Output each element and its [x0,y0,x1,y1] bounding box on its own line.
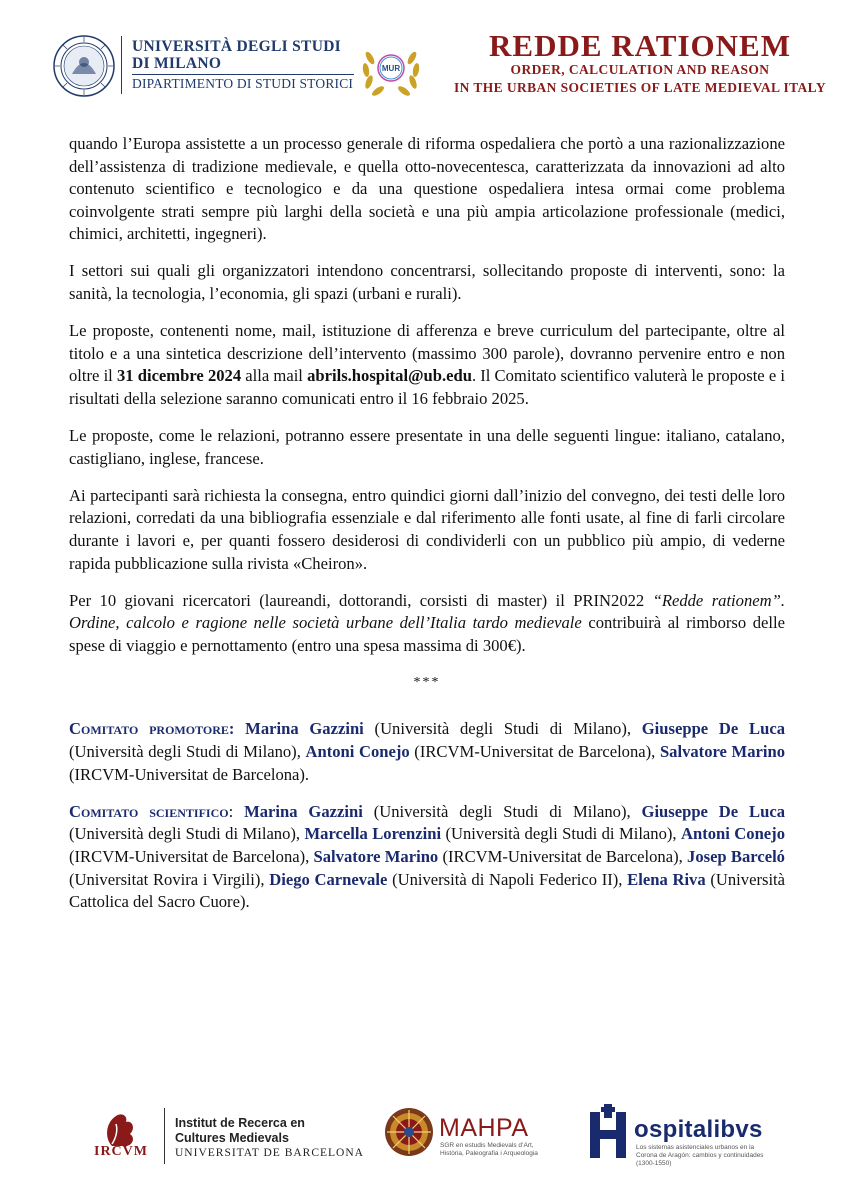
committee-member-affiliation: (Università degli Studi di Milano), [69,742,306,762]
committee-member-name: Giuseppe De Luca [641,719,785,739]
committee-member-affiliation: (Università degli Studi di Milano), [69,824,305,844]
prin-text-a: Per 10 giovani ricercatori (laureandi, dottorandi, corsisti di master) il PRIN2022 [69,590,653,610]
ircvm-lion-icon [92,1108,150,1170]
mahpa-subtitle: SGR en estudis Medievals d’Art, Història, Paleografia i Arqueologia [440,1142,538,1157]
ircvm-line2: Cultures Medievals [175,1131,289,1145]
paragraph-proposals [69,320,785,410]
committee-member-affiliation: (Università degli Studi di Milano), [363,719,642,739]
committee-member-affiliation: (Università degli Studi di Milano), [441,824,681,844]
university-seal-icon [52,34,116,98]
committee-member-affiliation: (Università Cattolica del Sacro Cuore). [69,869,786,912]
proposals-text-c: . Il Comitato scientifico valuterà le proposte e i risultati della selezione saranno comunicati entro il 16 febbraio 2025. [69,366,785,408]
proposals-text-b: alla mail [241,366,308,386]
committee-member-name: Antoni Conejo [681,824,785,844]
committee-member-affiliation: (Università degli Studi di Milano), [362,801,642,821]
university-name-line2: DI MILANO [132,55,222,72]
hospitalibvs-h-icon [586,1102,632,1162]
committee-member-name: Salvatore Marino [313,846,439,866]
committee-member-affiliation: (IRCVM-Universitat de Barcelona). [69,764,310,784]
project-subtitle-1: ORDER, CALCULATION AND REASON [510,62,770,77]
mur-laurel-logo [356,38,426,100]
mahpa-rose-window-icon [384,1104,434,1160]
project-subtitle-2: IN THE URBAN SOCIETIES OF LATE MEDIEVAL ITALY [454,80,826,95]
paragraph-submission: Ai partecipanti sarà richiesta la consegna, entro quindici giorni dall’inizio del convegno, dei testi delle loro relazioni, corredati da una bibliografia essenziale e dal riferimento alle fonti usate, al fine di farli circolare durante i lavori e, per quanti fossero desiderosi di condividerli con un pubblico più ampio, di vederne rapida pubblicazione sulla rivista «Cheiron». [69,485,785,573]
comitato-promotore [69,718,785,786]
header-divider [121,36,122,94]
committee-member-affiliation: (IRCVM-Universitat de Barcelona), [438,846,688,866]
committee-member-name: Marina Gazzini [245,719,364,739]
prin-text-b: contribuirà al rimborso delle spese di viaggio e pernottamento (entro una spesa massima di 300€). [69,613,785,655]
contact-email[interactable]: abrils.hospital@ub.edu [307,366,472,386]
committee-member-affiliation: (Universitat Rovira i Virgili), [69,869,270,889]
footer-divider [164,1108,165,1164]
committee-member-name: Salvatore Marino [659,742,785,762]
hospitalibvs-subtitle: Los sistemas asistenciales urbanos en la Corona de Aragón: cambios y continuidades (1300-1550) [636,1144,764,1167]
deadline-date: 31 dicembre 2024 [116,366,242,386]
committee-member-name: Elena Riva [627,869,706,889]
comitato-scientifico-colon: : [228,801,245,821]
committee-member-name: Antoni Conejo [305,742,410,762]
university-name-line1: UNIVERSITÀ DEGLI STUDI [132,38,342,55]
university-name [132,38,352,72]
committee-member-name: Giuseppe De Luca [641,801,786,821]
paragraph-hospital-reform: quando l’Europa assistette a un processo generale di riforma ospedaliera che portò a una razionalizzazione dell’assistenza di tradizione medievale, e quella otto-novecentesca, caratterizzata da innovazioni ad alto contenuto scientifico e tecnologico e da una questione ospedaliera intesa ormai come problema coinvolgente strati sempre più larghi della società e una più ampia articolazione professionale (medici, chimici, architetti, ingegneri). [69,134,785,244]
hospitalibvs-wordmark: ospitalibvs [634,1116,763,1143]
ircvm-line3: UNIVERSITAT DE BARCELONA [175,1147,364,1159]
comitato-scientifico [69,801,785,914]
committee-member-affiliation: (IRCVM-Universitat de Barcelona), [409,742,660,762]
page-footer [0,1100,848,1200]
ircvm-institution [175,1116,375,1161]
committee-member-name: Diego Carnevale [269,869,388,889]
mahpa-wordmark: MAHPA [439,1114,529,1142]
paragraph-sectors: I settori sui quali gli organizzatori intendono concentrarsi, sollecitando proposte di interventi, sono: la sanità, la tecnologia, l’economia, gli spazi (urbani e rurali). [69,261,785,304]
prin-project-title: “Redde rationem”. Ordine, calcolo e ragione nelle società urbane dell’Italia tardo medievale [69,590,785,633]
mur-label: MUR [381,64,401,73]
proposals-text-a: Le proposte, contenenti nome, mail, istituzione di afferenza e breve curriculum del partecipante, oltre al titolo e a una sintetica descrizione dell’intervento (massimo 300 parole), dovranno pervenire entro e non oltre il [69,321,785,386]
university-rule [132,74,354,75]
department-name: DIPARTIMENTO DI STUDI STORICI [132,76,354,91]
comitato-scientifico-label: Comitato scientifico [69,801,229,821]
committee-member-name: Josep Barceló [687,846,785,866]
section-separator: *** [413,674,441,690]
ircvm-wordmark: IRCVM [94,1144,148,1159]
ircvm-line1: Institut de Recerca en [175,1116,305,1130]
committee-member-affiliation: (Università di Napoli Federico II), [387,869,628,889]
page-header [0,0,848,110]
paragraph-young-researchers [69,590,785,658]
paragraph-languages: Le proposte, come le relazioni, potranno essere presentate in una delle seguenti lingue: italiano, catalano, castigliano, inglese, francese. [69,426,785,468]
document-body [69,133,785,928]
committee-member-affiliation: (IRCVM-Universitat de Barcelona), [69,846,314,866]
project-title: REDDE RATIONEM [489,28,791,63]
committee-member-name: Marcella Lorenzini [304,824,442,844]
comitato-promotore-label: Comitato promotore: [69,719,235,739]
committee-member-name: Marina Gazzini [244,801,363,821]
